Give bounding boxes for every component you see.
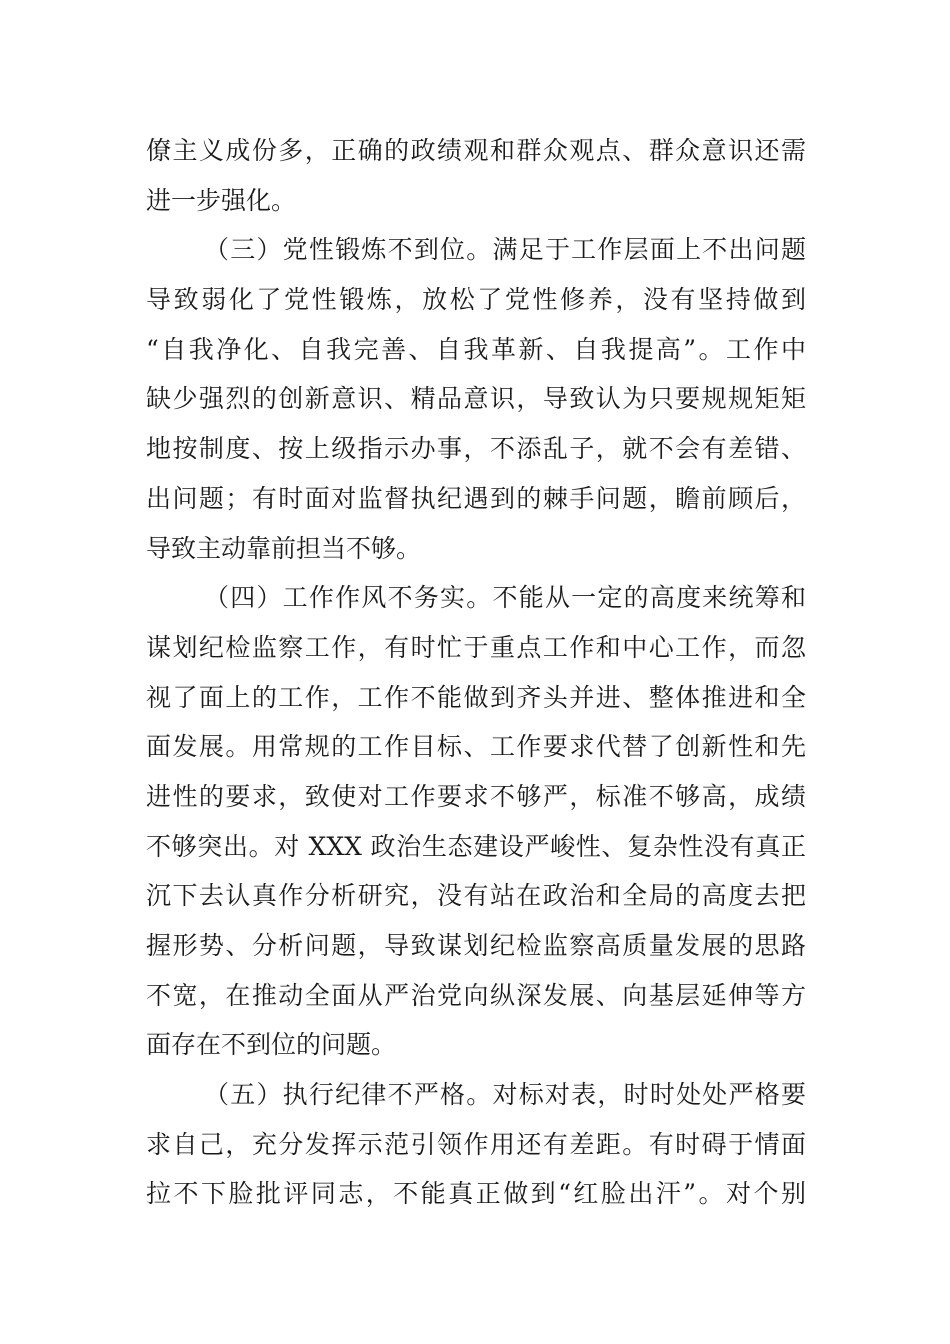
text-line: 握形势、分析问题，导致谋划纪检监察高质量发展的思路 bbox=[146, 931, 806, 960]
text-line: 进一步强化。 bbox=[146, 185, 297, 215]
text-line: 出问题；有时面对监督执纪遇到的棘手问题，瞻前顾后， bbox=[146, 483, 806, 513]
text-line: 面发展。用常规的工作目标、工作要求代替了创新性和先 bbox=[146, 732, 806, 762]
text-line: 缺少强烈的创新意识、精品意识，导致认为只要规规矩矩 bbox=[146, 384, 806, 414]
text-line: 僚主义成份多，正确的政绩观和群众观点、群众意识还需 bbox=[146, 136, 806, 165]
text-line: “自我净化、自我完善、自我革新、自我提高”。工作中 bbox=[146, 334, 806, 364]
text-line: 不够突出。对 XXX 政治生态建设严峻性、复杂性没有真正 bbox=[146, 831, 806, 861]
section-heading-line: （三）党性锻炼不到位。满足于工作层面上不出问题 bbox=[204, 235, 806, 265]
text-line: 面存在不到位的问题。 bbox=[146, 1030, 397, 1060]
text-line: 导致弱化了党性锻炼，放松了党性修养，没有坚持做到 bbox=[146, 285, 806, 315]
text-line: 视了面上的工作，工作不能做到齐头并进、整体推进和全 bbox=[146, 682, 806, 712]
text-line: 拉不下脸批评同志，不能真正做到“红脸出汗”。对个别 bbox=[146, 1179, 806, 1209]
text-line: 地按制度、按上级指示办事，不添乱子，就不会有差错、 bbox=[146, 434, 806, 464]
section-heading-line: （四）工作作风不务实。不能从一定的高度来统筹和 bbox=[204, 583, 806, 613]
text-line: 求自己，充分发挥示范引领作用还有差距。有时碍于情面 bbox=[146, 1129, 806, 1159]
section-heading-line: （五）执行纪律不严格。对标对表，时时处处严格要 bbox=[204, 1080, 806, 1110]
text-line: 不宽，在推动全面从严治党向纵深发展、向基层延伸等方 bbox=[146, 980, 806, 1010]
text-line: 导致主动靠前担当不够。 bbox=[146, 533, 422, 563]
text-line: 进性的要求，致使对工作要求不够严，标准不够高，成绩 bbox=[146, 781, 806, 811]
body-text bbox=[146, 126, 806, 1219]
text-line: 谋划纪检监察工作，有时忙于重点工作和中心工作，而忽 bbox=[146, 632, 806, 662]
text-line: 沉下去认真作分析研究，没有站在政治和全局的高度去把 bbox=[146, 881, 806, 911]
